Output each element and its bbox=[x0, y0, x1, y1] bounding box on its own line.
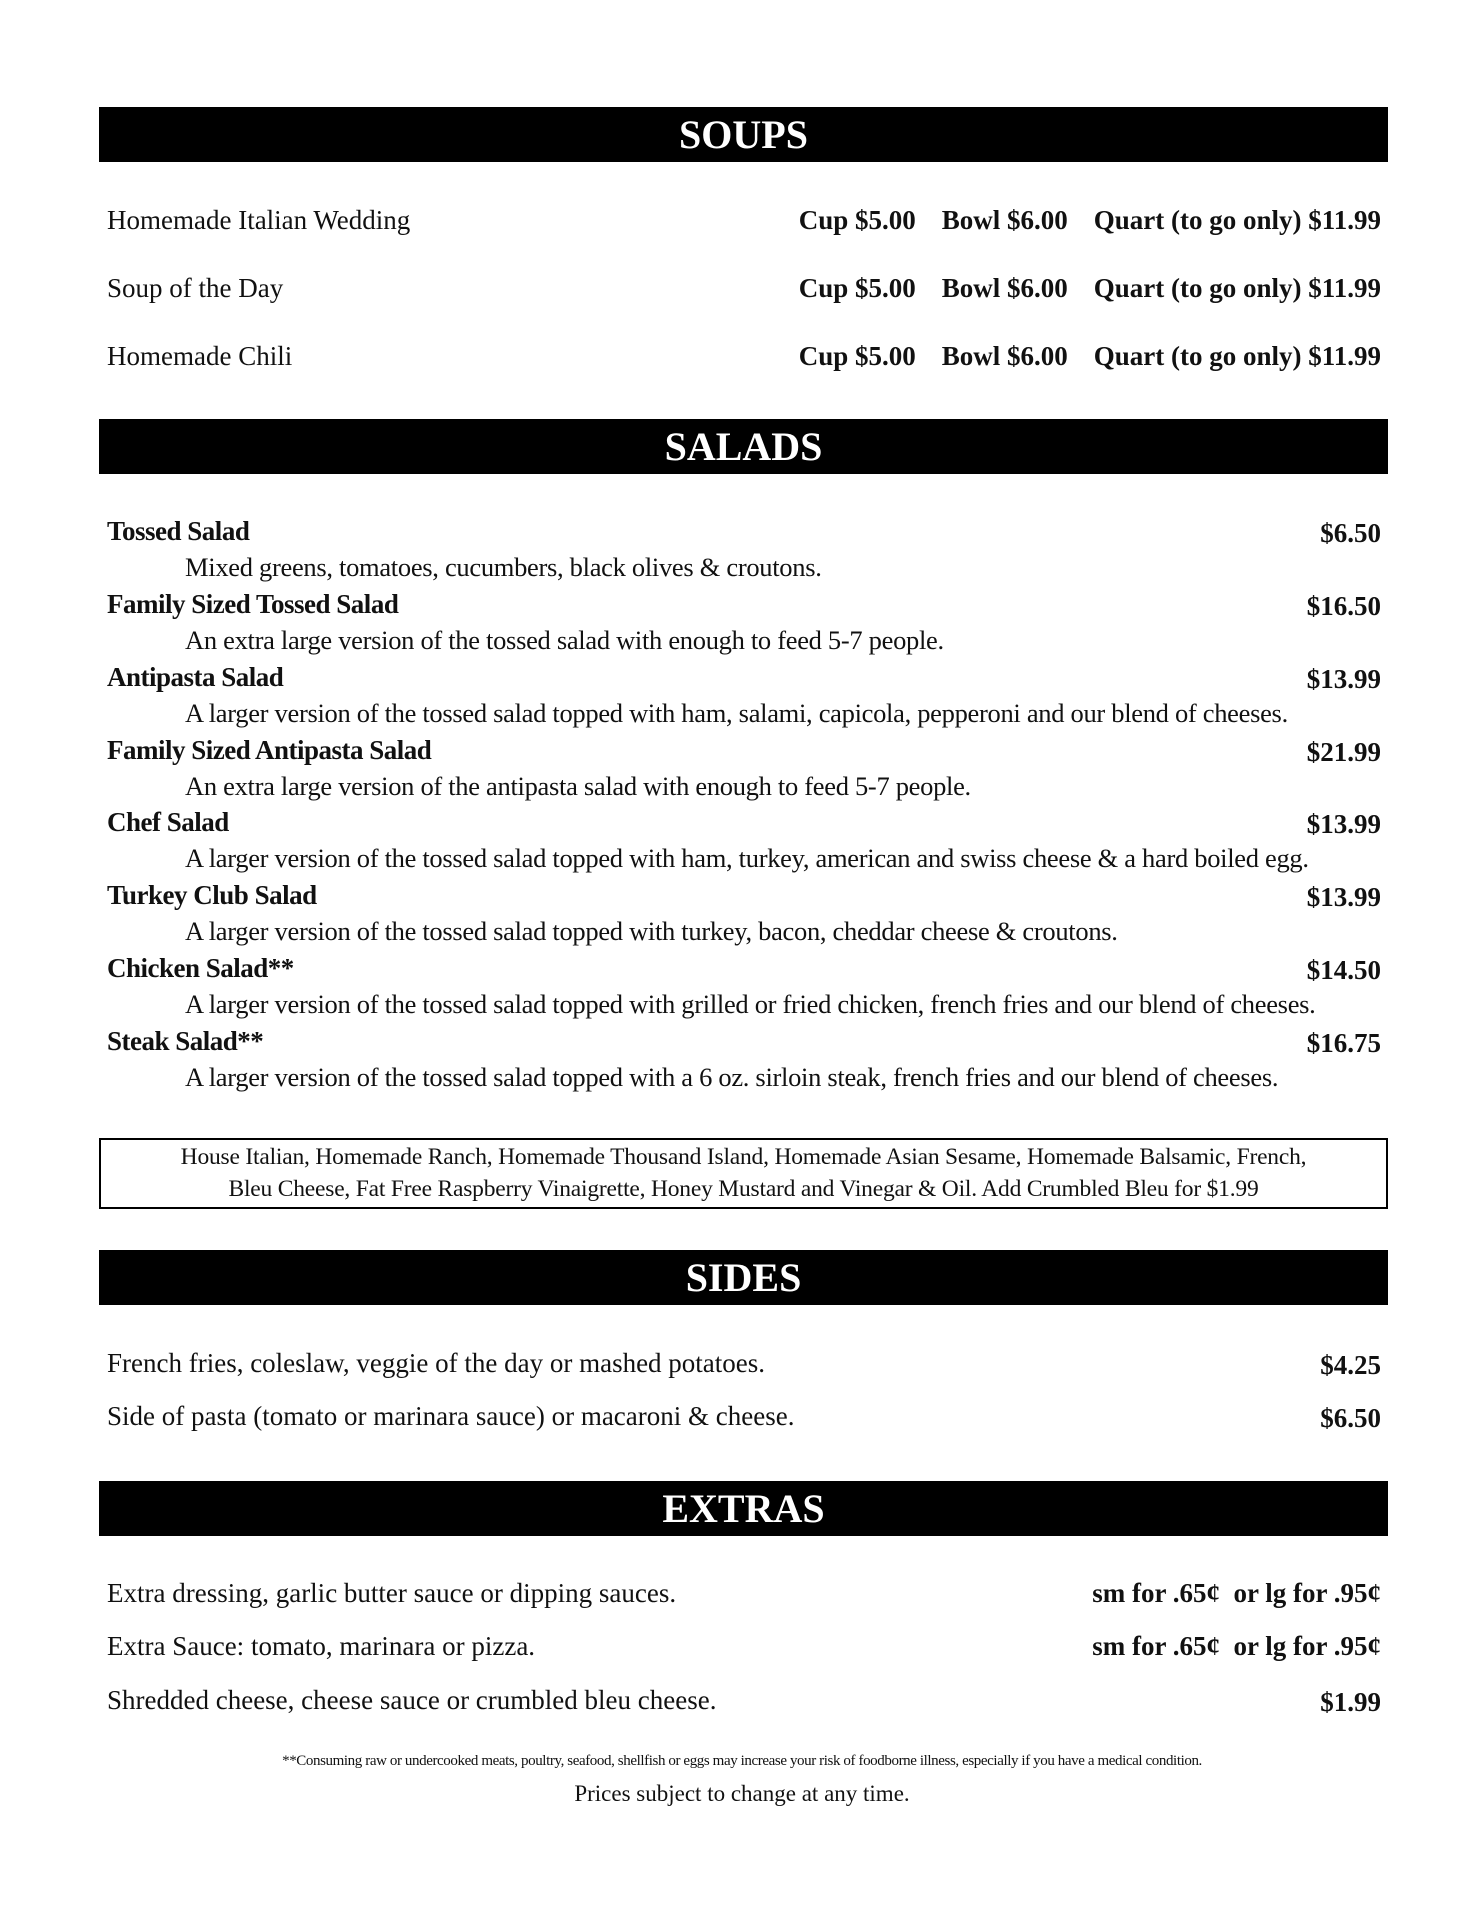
soup-name: Homemade Italian Wedding bbox=[107, 205, 411, 235]
salad-description: A larger version of the tossed salad topped with ham, salami, capicola, pepperoni and our blend of cheeses. bbox=[185, 698, 1288, 728]
quart-price: Quart (to go only) $11.99 bbox=[1093, 341, 1381, 371]
soup-row bbox=[107, 341, 1381, 381]
extra-price: sm for .65¢ or lg for .95¢ bbox=[1092, 1631, 1381, 1661]
soup-prices bbox=[799, 273, 1381, 304]
salad-name: Chef Salad bbox=[107, 807, 229, 837]
soup-prices bbox=[799, 341, 1381, 372]
soup-name: Soup of the Day bbox=[107, 273, 284, 303]
prices-note: Prices subject to change at any time. bbox=[574, 1781, 910, 1806]
salad-price: $6.50 bbox=[1320, 518, 1381, 548]
salad-price: $14.50 bbox=[1306, 955, 1381, 985]
health-disclaimer: **Consuming raw or undercooked meats, poultry, seafood, shellfish or eggs may increase your risk of foodborne illness, especially if you have a medical condition. bbox=[282, 1753, 1202, 1769]
salad-name: Steak Salad** bbox=[107, 1026, 264, 1056]
extra-row bbox=[107, 1631, 1381, 1671]
salad-price: $16.75 bbox=[1306, 1028, 1381, 1058]
extra-price: $1.99 bbox=[1320, 1687, 1381, 1717]
bowl-price: Bowl $6.00 bbox=[941, 205, 1068, 235]
soup-row bbox=[107, 205, 1381, 245]
extra-price: sm for .65¢ or lg for .95¢ bbox=[1092, 1578, 1381, 1608]
side-price: $6.50 bbox=[1320, 1403, 1381, 1433]
side-row bbox=[107, 1401, 1381, 1441]
cup-price: Cup $5.00 bbox=[798, 205, 916, 235]
extra-row bbox=[107, 1578, 1381, 1618]
salad-name: Chicken Salad** bbox=[107, 953, 294, 983]
salad-price: $16.50 bbox=[1306, 591, 1381, 621]
salads-banner: SALADS bbox=[99, 419, 1388, 474]
extra-name: Shredded cheese, cheese sauce or crumbled bleu cheese. bbox=[107, 1685, 717, 1715]
salad-description: An extra large version of the tossed salad with enough to feed 5-7 people. bbox=[185, 625, 944, 655]
salad-description: An extra large version of the antipasta salad with enough to feed 5-7 people. bbox=[185, 771, 971, 801]
cup-price: Cup $5.00 bbox=[798, 273, 916, 303]
side-price: $4.25 bbox=[1320, 1350, 1381, 1380]
sides-banner: SIDES bbox=[99, 1250, 1388, 1305]
salad-price: $13.99 bbox=[1306, 664, 1381, 694]
extra-name: Extra Sauce: tomato, marinara or pizza. bbox=[107, 1631, 536, 1661]
dressings-box bbox=[99, 1138, 1388, 1209]
salad-name: Family Sized Antipasta Salad bbox=[107, 735, 432, 765]
dressings-line: House Italian, Homemade Ranch, Homemade Thousand Island, Homemade Asian Sesame, Homemade Balsamic, French, bbox=[180, 1144, 1307, 1170]
soups-banner: SOUPS bbox=[99, 107, 1388, 162]
quart-price: Quart (to go only) $11.99 bbox=[1093, 205, 1381, 235]
bowl-price: Bowl $6.00 bbox=[941, 341, 1068, 371]
soup-row bbox=[107, 273, 1381, 313]
side-row bbox=[107, 1348, 1381, 1388]
salad-description: A larger version of the tossed salad topped with ham, turkey, american and swiss cheese & a hard boiled egg. bbox=[185, 843, 1309, 873]
salad-price: $21.99 bbox=[1306, 737, 1381, 767]
salad-name: Tossed Salad bbox=[107, 516, 250, 546]
salad-name: Family Sized Tossed Salad bbox=[107, 589, 399, 619]
salad-description: Mixed greens, tomatoes, cucumbers, black olives & croutons. bbox=[185, 552, 822, 582]
salad-name: Antipasta Salad bbox=[107, 662, 284, 692]
salad-description: A larger version of the tossed salad topped with turkey, bacon, cheddar cheese & croutons. bbox=[185, 916, 1118, 946]
dressings-line: Bleu Cheese, Fat Free Raspberry Vinaigrette, Honey Mustard and Vinegar & Oil. Add Crumbled Bleu for $1.99 bbox=[228, 1176, 1259, 1202]
salad-price: $13.99 bbox=[1306, 882, 1381, 912]
soup-prices bbox=[799, 205, 1381, 236]
extras-banner: EXTRAS bbox=[99, 1481, 1388, 1536]
salad-price: $13.99 bbox=[1306, 809, 1381, 839]
cup-price: Cup $5.00 bbox=[798, 341, 916, 371]
bowl-price: Bowl $6.00 bbox=[941, 273, 1068, 303]
salad-description: A larger version of the tossed salad topped with grilled or fried chicken, french fries and our blend of cheeses. bbox=[185, 989, 1316, 1019]
soup-name: Homemade Chili bbox=[107, 341, 293, 371]
side-name: Side of pasta (tomato or marinara sauce) or macaroni & cheese. bbox=[107, 1401, 795, 1431]
quart-price: Quart (to go only) $11.99 bbox=[1093, 273, 1381, 303]
salad-name: Turkey Club Salad bbox=[107, 880, 317, 910]
salad-description: A larger version of the tossed salad topped with a 6 oz. sirloin steak, french fries and our blend of cheeses. bbox=[185, 1062, 1279, 1092]
extra-name: Extra dressing, garlic butter sauce or dipping sauces. bbox=[107, 1578, 677, 1608]
extra-row bbox=[107, 1685, 1381, 1725]
side-name: French fries, coleslaw, veggie of the day or mashed potatoes. bbox=[107, 1348, 766, 1378]
